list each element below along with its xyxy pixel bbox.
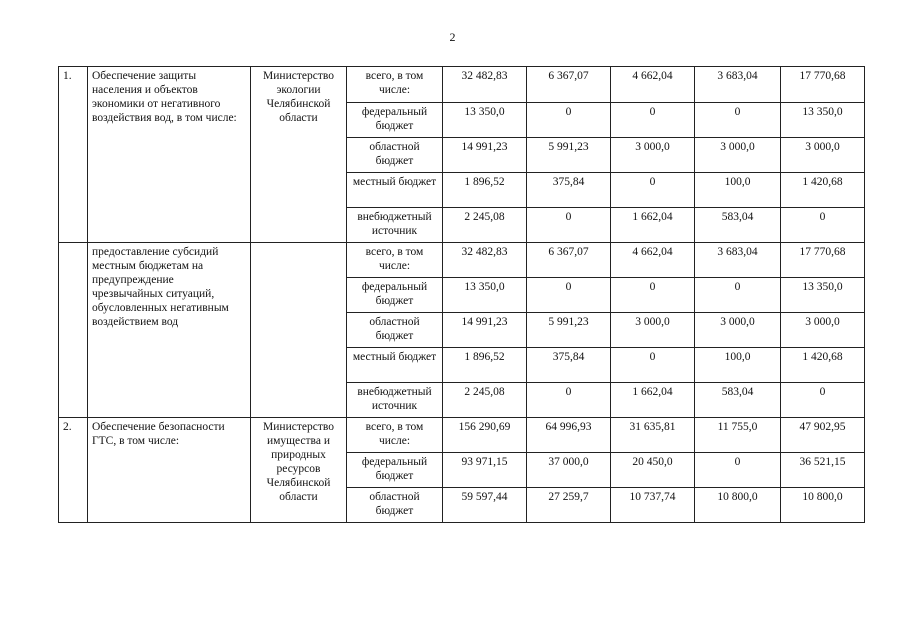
amount-cell: 32 482,83 — [443, 67, 527, 103]
table-row — [59, 67, 865, 103]
row-number: 1. — [59, 67, 88, 243]
amount-cell: 64 996,93 — [527, 418, 611, 453]
funding-source: внебюджетный источник — [347, 208, 443, 243]
amount-cell: 3 000,0 — [781, 313, 865, 348]
amount-cell: 11 755,0 — [695, 418, 781, 453]
amount-cell: 0 — [695, 278, 781, 313]
funding-source: всего, в том числе: — [347, 418, 443, 453]
amount-cell: 31 635,81 — [611, 418, 695, 453]
amount-cell: 3 000,0 — [611, 313, 695, 348]
amount-cell: 47 902,95 — [781, 418, 865, 453]
amount-cell: 10 800,0 — [781, 488, 865, 523]
row-number: 2. — [59, 418, 88, 523]
amount-cell: 0 — [527, 103, 611, 138]
amount-cell: 10 800,0 — [695, 488, 781, 523]
funding-source: областной бюджет — [347, 488, 443, 523]
amount-cell: 10 737,74 — [611, 488, 695, 523]
amount-cell: 4 662,04 — [611, 243, 695, 278]
amount-cell: 583,04 — [695, 383, 781, 418]
amount-cell: 1 896,52 — [443, 173, 527, 208]
amount-cell: 3 683,04 — [695, 67, 781, 103]
executor — [251, 243, 347, 418]
amount-cell: 3 000,0 — [781, 138, 865, 173]
amount-cell: 0 — [611, 278, 695, 313]
funding-source: федеральный бюджет — [347, 453, 443, 488]
table-row — [59, 243, 865, 278]
funding-source: федеральный бюджет — [347, 278, 443, 313]
amount-cell: 375,84 — [527, 173, 611, 208]
amount-cell: 3 683,04 — [695, 243, 781, 278]
amount-cell: 1 662,04 — [611, 383, 695, 418]
amount-cell: 13 350,0 — [443, 278, 527, 313]
amount-cell: 156 290,69 — [443, 418, 527, 453]
amount-cell: 13 350,0 — [443, 103, 527, 138]
task-description: Обеспечение безопасности ГТС, в том числе: — [88, 418, 251, 523]
funding-source: всего, в том числе: — [347, 67, 443, 103]
executor: Министерство имущества и природных ресурсов Челябинской области — [251, 418, 347, 523]
funding-source: местный бюджет — [347, 348, 443, 383]
funding-source: всего, в том числе: — [347, 243, 443, 278]
amount-cell: 27 259,7 — [527, 488, 611, 523]
task-description: Обеспечение защиты населения и объектов экономики от негативного воздействия вод, в том числе: — [88, 67, 251, 243]
amount-cell: 17 770,68 — [781, 243, 865, 278]
amount-cell: 59 597,44 — [443, 488, 527, 523]
amount-cell: 0 — [611, 103, 695, 138]
page-number: 2 — [449, 30, 456, 44]
amount-cell: 2 245,08 — [443, 208, 527, 243]
amount-cell: 3 000,0 — [695, 313, 781, 348]
amount-cell: 6 367,07 — [527, 67, 611, 103]
amount-cell: 375,84 — [527, 348, 611, 383]
amount-cell: 100,0 — [695, 348, 781, 383]
task-description: предоставление субсидий местным бюджетам на предупреждение чрезвычайных ситуаций, обусловленных негативным воздействием вод — [88, 243, 251, 418]
amount-cell: 6 367,07 — [527, 243, 611, 278]
amount-cell: 5 991,23 — [527, 138, 611, 173]
amount-cell: 0 — [527, 208, 611, 243]
funding-source: областной бюджет — [347, 313, 443, 348]
amount-cell: 36 521,15 — [781, 453, 865, 488]
amount-cell: 1 420,68 — [781, 173, 865, 208]
amount-cell: 17 770,68 — [781, 67, 865, 103]
amount-cell: 1 420,68 — [781, 348, 865, 383]
amount-cell: 37 000,0 — [527, 453, 611, 488]
amount-cell: 583,04 — [695, 208, 781, 243]
amount-cell: 0 — [695, 453, 781, 488]
amount-cell: 0 — [611, 173, 695, 208]
amount-cell: 3 000,0 — [611, 138, 695, 173]
amount-cell: 14 991,23 — [443, 313, 527, 348]
funding-source: местный бюджет — [347, 173, 443, 208]
amount-cell: 1 896,52 — [443, 348, 527, 383]
amount-cell: 13 350,0 — [781, 278, 865, 313]
amount-cell: 0 — [695, 103, 781, 138]
amount-cell: 13 350,0 — [781, 103, 865, 138]
amount-cell: 3 000,0 — [695, 138, 781, 173]
amount-cell: 4 662,04 — [611, 67, 695, 103]
amount-cell: 14 991,23 — [443, 138, 527, 173]
amount-cell: 32 482,83 — [443, 243, 527, 278]
executor: Министерство экологии Челябинской области — [251, 67, 347, 243]
amount-cell: 0 — [527, 383, 611, 418]
amount-cell: 0 — [781, 208, 865, 243]
table-row — [59, 418, 865, 453]
funding-source: внебюджетный источник — [347, 383, 443, 418]
amount-cell: 0 — [611, 348, 695, 383]
amount-cell: 100,0 — [695, 173, 781, 208]
row-number — [59, 243, 88, 418]
amount-cell: 0 — [527, 278, 611, 313]
funding-source: областной бюджет — [347, 138, 443, 173]
amount-cell: 0 — [781, 383, 865, 418]
amount-cell: 2 245,08 — [443, 383, 527, 418]
amount-cell: 5 991,23 — [527, 313, 611, 348]
amount-cell: 93 971,15 — [443, 453, 527, 488]
funding-source: федеральный бюджет — [347, 103, 443, 138]
amount-cell: 1 662,04 — [611, 208, 695, 243]
amount-cell: 20 450,0 — [611, 453, 695, 488]
budget-table — [58, 66, 865, 523]
